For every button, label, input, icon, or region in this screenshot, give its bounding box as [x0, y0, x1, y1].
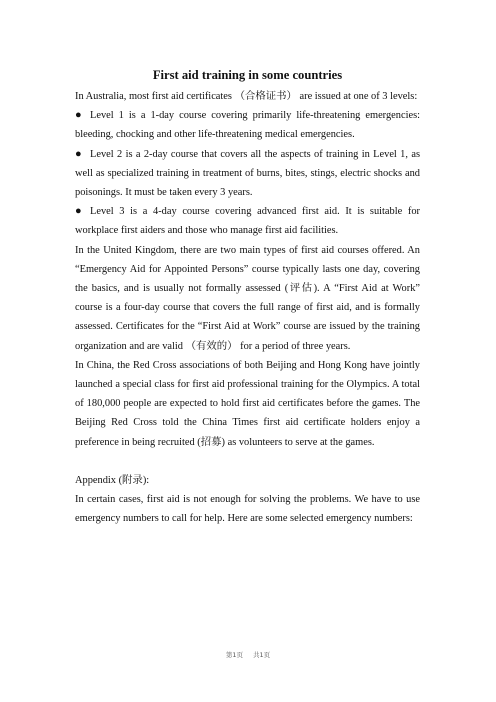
bullet-icon: ● [75, 147, 82, 160]
page-footer [0, 650, 496, 659]
document-body [75, 66, 420, 528]
level-2-text: Level 2 is a 2-day course that covers all the aspects of training in Level 1, as well as specialized training in treatment of burns, bites, stings, electric shocks and poisonings. It must be taken every 3 years. [75, 148, 420, 199]
bullet-icon: ● [75, 109, 82, 122]
level-3-text: Level 3 is a 4-day course covering advanced first aid. It is suitable for workplace first aiders and those who manage first aid facilities. [75, 206, 420, 237]
paragraph-spacer [75, 452, 420, 471]
appendix-body: In certain cases, first aid is not enough for solving the problems. We have to use emergency numbers to call for help. Here are some selected emergency numbers: [75, 494, 420, 525]
level-2-item [75, 145, 420, 203]
australia-intro: In Australia, most first aid certificates （合格证书） are issued at one of 3 levels: [75, 91, 418, 102]
uk-paragraph: In the United Kingdom, there are two main types of first aid courses offered. An “Emergency Aid for Appointed Persons” course typically lasts one day, covering the basics, and is usually not formally assessed (评估). A “First Aid at Work” course is a four-day course that covers the full range of first aid, and is formally assessed. Certificates for the “First Aid at Work” course are issued by the training organization and are valid （有效的） for a period of three years. [75, 244, 420, 352]
china-paragraph: In China, the Red Cross associations of both Beijing and Hong Kong have jointly launched a special class for first aid professional training for the Olympics. A total of 180,000 people are expected to hold first aid certificates before the games. The Beijing Red Cross told the China Times first aid certificate holders enjoy a preference in being recruited (招募) as volunteers to serve at the games. [75, 359, 420, 448]
level-1-item [75, 106, 420, 144]
document-title: First aid training in some countries [152, 68, 343, 82]
bullet-icon: ● [75, 205, 82, 218]
level-1-text: Level 1 is a 1-day course covering primarily life-threatening emergencies: bleeding, chocking and other life-threatening medical emergencies. [75, 110, 420, 141]
page-total: 共1页 [253, 651, 271, 659]
level-3-item [75, 202, 420, 240]
page-current: 第1页 [225, 651, 243, 659]
appendix-title: Appendix (附录): [75, 474, 150, 486]
